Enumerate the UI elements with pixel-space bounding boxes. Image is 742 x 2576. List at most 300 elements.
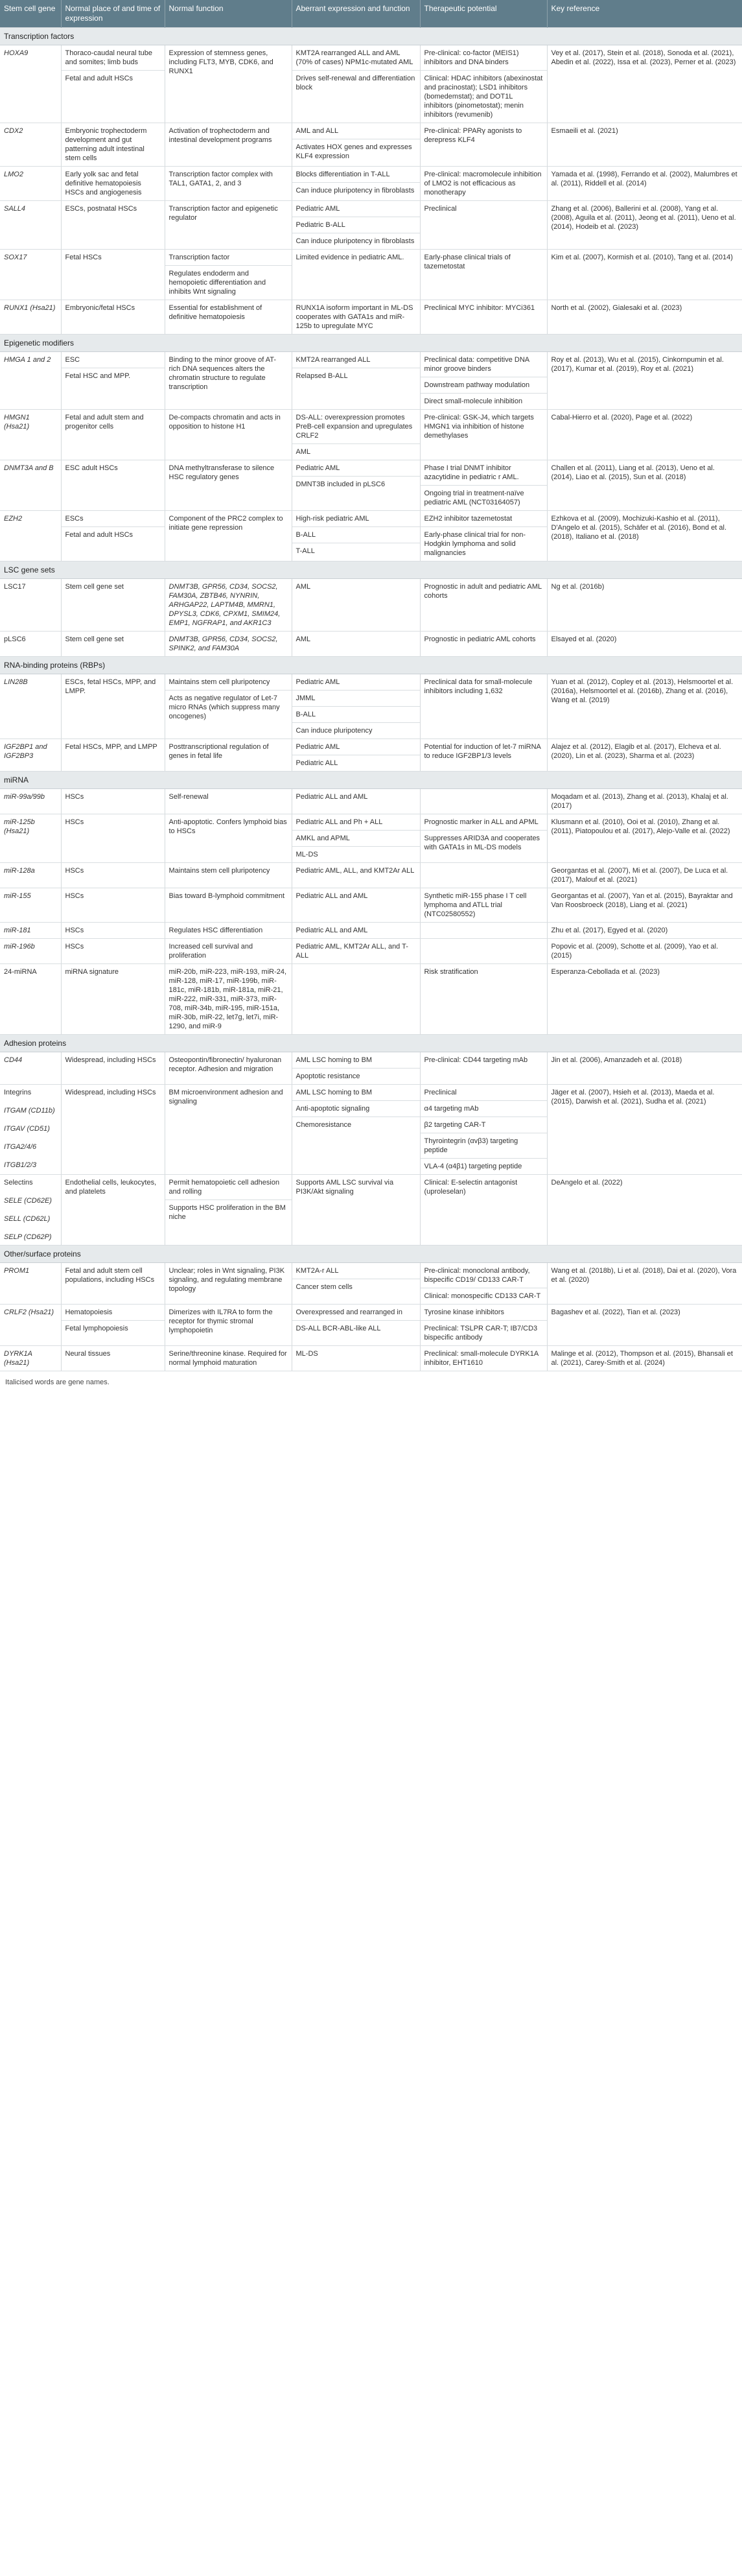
- gene-cell: [0, 1085, 61, 1175]
- aberrant-cell: [292, 1085, 420, 1175]
- therapeutic-cell: [420, 579, 547, 632]
- therapeutic-cell: [420, 674, 547, 739]
- reference-cell: Yamada et al. (1998), Ferrando et al. (2002), Malumbres et al. (2011), Riddell et al. (2014): [547, 167, 742, 201]
- place-entry: Embryonic/fetal HSCs: [65, 304, 135, 312]
- reference-cell: Esmaeili et al. (2021): [547, 123, 742, 167]
- aberrant-entry: Pediatric ALL and AML: [296, 892, 368, 900]
- function-cell: [165, 250, 292, 300]
- gene-name: HMGN1 (Hsa21): [4, 414, 30, 431]
- function-cell: [165, 964, 292, 1035]
- therapeutic-cell: [420, 410, 547, 460]
- therapeutic-entry: Clinical: E-selectin antagonist (uproleselan): [424, 1179, 518, 1196]
- gene-cell: [0, 1305, 61, 1346]
- therapeutic-cell: [420, 923, 547, 939]
- therapeutic-entry: Preclinical: [424, 1089, 457, 1096]
- aberrant-entry: KMT2A-r ALL: [296, 1267, 339, 1275]
- section-title: Transcription factors: [0, 28, 742, 45]
- reference-cell: Roy et al. (2013), Wu et al. (2015), Cinkornpumin et al. (2017), Kumar et al. (2019), Roy et al. (2021): [547, 352, 742, 410]
- table-body: [0, 28, 742, 1371]
- therapeutic-entry: β2 targeting CAR-T: [421, 1117, 547, 1129]
- reference-cell: Kim et al. (2007), Kormish et al. (2010), Tang et al. (2014): [547, 250, 742, 300]
- aberrant-entry: Pediatric ALL and AML: [296, 793, 368, 801]
- place-entry: ESCs, fetal HSCs, MPP, and LMPP.: [65, 678, 156, 695]
- therapeutic-cell: [420, 201, 547, 250]
- therapeutic-cell: [420, 352, 547, 410]
- gene-cell: [0, 352, 61, 410]
- place-entry: HSCs: [65, 927, 84, 934]
- therapeutic-entry: Downstream pathway modulation: [421, 377, 547, 390]
- gene-cell: [0, 1346, 61, 1371]
- therapeutic-entry: VLA-4 (α4β1) targeting peptide: [421, 1158, 547, 1171]
- table-row: [0, 632, 742, 657]
- table-row: [0, 863, 742, 888]
- function-cell: [165, 739, 292, 772]
- function-entry: Self-renewal: [168, 793, 209, 801]
- gene-name: PROM1: [4, 1267, 30, 1275]
- table-row: [0, 1085, 742, 1175]
- gene-subitem: SELE (CD62E): [4, 1197, 52, 1205]
- aberrant-entry: RUNX1A isoform important in ML-DS cooperates with GATA1s and miR-125b to upregulate MYC: [296, 304, 413, 330]
- therapeutic-entry: Preclinical data: competitive DNA minor groove binders: [424, 356, 529, 373]
- therapeutic-cell: [420, 1263, 547, 1305]
- table-row: [0, 460, 742, 511]
- gene-subitem: SELL (CD62L): [4, 1215, 51, 1223]
- aberrant-cell: [292, 674, 420, 739]
- aberrant-cell: [292, 739, 420, 772]
- aberrant-entry: Can induce pluripotency in fibroblasts: [292, 182, 420, 195]
- gene-name: Integrins: [4, 1089, 32, 1096]
- table-row: [0, 1263, 742, 1305]
- therapeutic-cell: [420, 632, 547, 657]
- function-entry: Activation of trophectoderm and intestinal development programs: [168, 127, 272, 144]
- place-cell: [61, 1346, 165, 1371]
- table-header: [0, 0, 742, 28]
- header-row: [0, 0, 742, 28]
- reference-cell: Elsayed et al. (2020): [547, 632, 742, 657]
- gene-name: miR-181: [4, 927, 31, 934]
- aberrant-entry: Pediatric AML, ALL, and KMT2Ar ALL: [296, 867, 415, 875]
- aberrant-cell: [292, 1305, 420, 1346]
- table-row: [0, 579, 742, 632]
- aberrant-entry: AML: [296, 635, 311, 643]
- therapeutic-entry: Preclinical: TSLPR CAR-T; IB7/CD3 bispecific antibody: [421, 1320, 547, 1342]
- function-entry: Maintains stem cell pluripotency: [168, 867, 270, 875]
- reference-cell: Yuan et al. (2012), Copley et al. (2013), Helsmoortel et al. (2016a), Helsmoortel et al. (2016b), Zhang et al. (2016), Wang et al. (2019): [547, 674, 742, 739]
- gene-cell: [0, 1175, 61, 1246]
- therapeutic-cell: [420, 123, 547, 167]
- gene-cell: [0, 1052, 61, 1085]
- reference-cell: Cabal-Hierro et al. (2020), Page et al. (2022): [547, 410, 742, 460]
- place-entry: Embryonic trophectoderm development and gut patterning adult intestinal stem cells: [65, 127, 147, 162]
- aberrant-entry: Pediatric ALL and AML: [296, 927, 368, 934]
- table-row: [0, 167, 742, 201]
- therapeutic-cell: [420, 789, 547, 814]
- table-row: [0, 250, 742, 300]
- therapeutic-entry: Prognostic marker in ALL and APML: [424, 818, 539, 826]
- function-entry: Binding to the minor groove of AT-rich DNA sequences alters the chromatin structure to regulate transcription: [168, 356, 276, 391]
- aberrant-cell: [292, 789, 420, 814]
- gene-name: pLSC6: [4, 635, 26, 643]
- gene-name: SALL4: [4, 205, 26, 213]
- therapeutic-cell: [420, 511, 547, 561]
- table-row: [0, 1175, 742, 1246]
- gene-cell: [0, 863, 61, 888]
- place-cell: [61, 460, 165, 511]
- aberrant-entry: Pediatric AML: [296, 205, 340, 213]
- function-cell: [165, 1085, 292, 1175]
- function-cell: [165, 674, 292, 739]
- reference-cell: Georgantas et al. (2007), Yan et al. (2015), Bayraktar and Van Roosbroeck (2018), Liang et al. (2021): [547, 888, 742, 923]
- place-entry: Endothelial cells, leukocytes, and platelets: [65, 1179, 157, 1196]
- place-entry: Fetal lymphopoiesis: [62, 1320, 165, 1333]
- function-entry: Regulates endoderm and hemopoietic differentiation and inhibits Wnt signaling: [165, 265, 292, 296]
- aberrant-entry: Can induce pluripotency in fibroblasts: [292, 233, 420, 246]
- place-entry: ESC: [65, 356, 80, 364]
- place-entry: Widespread, including HSCs: [65, 1056, 156, 1064]
- aberrant-entry: KMT2A rearranged ALL and AML (70% of cases) NPM1c-mutated AML: [296, 49, 413, 66]
- function-entry: Transcription factor: [168, 254, 230, 261]
- aberrant-entry: Pediatric ALL and Ph + ALL: [296, 818, 383, 826]
- therapeutic-entry: Prognostic in pediatric AML cohorts: [424, 635, 536, 643]
- function-entry: De-compacts chromatin and acts in opposition to histone H1: [168, 414, 281, 431]
- therapeutic-cell: [420, 1305, 547, 1346]
- gene-name: Selectins: [4, 1179, 33, 1187]
- gene-cell: [0, 250, 61, 300]
- gene-subitem: ITGAV (CD51): [4, 1125, 50, 1133]
- table-row: [0, 410, 742, 460]
- function-cell: [165, 201, 292, 250]
- gene-name: 24-miRNA: [4, 968, 37, 976]
- function-entry: Osteopontin/fibronectin/ hyaluronan receptor. Adhesion and migration: [168, 1056, 282, 1073]
- aberrant-cell: [292, 300, 420, 335]
- place-cell: [61, 863, 165, 888]
- therapeutic-entry: Tyrosine kinase inhibitors: [424, 1308, 505, 1316]
- table-row: [0, 814, 742, 863]
- place-cell: [61, 511, 165, 561]
- therapeutic-cell: [420, 939, 547, 964]
- therapeutic-cell: [420, 45, 547, 123]
- therapeutic-entry: Preclinical MYC inhibitor: MYCi361: [424, 304, 535, 312]
- aberrant-entry: JMML: [292, 690, 420, 703]
- place-cell: [61, 1263, 165, 1305]
- aberrant-entry: DS-ALL BCR-ABL-like ALL: [292, 1320, 420, 1333]
- therapeutic-entry: α4 targeting mAb: [421, 1100, 547, 1113]
- header-stem-cell-gene: Stem cell gene: [0, 0, 61, 28]
- gene-cell: [0, 410, 61, 460]
- aberrant-entry: ML-DS: [296, 1350, 318, 1358]
- gene-name: LMO2: [4, 171, 23, 178]
- place-cell: [61, 1052, 165, 1085]
- therapeutic-entry: EZH2 inhibitor tazemetostat: [424, 515, 513, 523]
- reference-cell: Zhang et al. (2006), Ballerini et al. (2008), Yang et al. (2008), Aguila et al. (2011), Jeong et al. (2011), Ueno et al. (2014), Hodeib et al. (2023): [547, 201, 742, 250]
- reference-cell: Vey et al. (2017), Stein et al. (2018), Sonoda et al. (2021), Abedin et al. (2022), Issa et al. (2023), Perner et al. (2023): [547, 45, 742, 123]
- place-cell: [61, 674, 165, 739]
- aberrant-cell: [292, 964, 420, 1035]
- reference-cell: Malinge et al. (2012), Thompson et al. (2015), Bhansali et al. (2021), Carey-Smith et al. (2024): [547, 1346, 742, 1371]
- aberrant-cell: [292, 123, 420, 167]
- reference-cell: Challen et al. (2011), Liang et al. (2013), Ueno et al. (2014), Liao et al. (2015), Sun et al. (2018): [547, 460, 742, 511]
- aberrant-entry: AML LSC homing to BM: [296, 1056, 373, 1064]
- therapeutic-cell: [420, 888, 547, 923]
- aberrant-entry: T-ALL: [292, 543, 420, 556]
- aberrant-cell: [292, 632, 420, 657]
- place-entry: ESCs, postnatal HSCs: [65, 205, 137, 213]
- aberrant-entry: DMNT3B included in pLSC6: [292, 476, 420, 489]
- gene-name: HOXA9: [4, 49, 29, 57]
- reference-cell: Ng et al. (2016b): [547, 579, 742, 632]
- aberrant-cell: [292, 1175, 420, 1246]
- aberrant-entry: Activates HOX genes and expresses KLF4 expression: [292, 139, 420, 161]
- function-entry: Posttranscriptional regulation of genes in fetal life: [168, 743, 269, 760]
- aberrant-entry: Pediatric ALL: [292, 755, 420, 768]
- reference-cell: North et al. (2002), Gialesaki et al. (2023): [547, 300, 742, 335]
- function-cell: [165, 1263, 292, 1305]
- aberrant-cell: [292, 579, 420, 632]
- function-cell: [165, 352, 292, 410]
- table-row: [0, 888, 742, 923]
- gene-subitem: ITGAM (CD11b): [4, 1107, 55, 1115]
- therapeutic-entry: Ongoing trial in treatment-naïve pediatric AML (NCT03164057): [421, 485, 547, 507]
- function-cell: [165, 814, 292, 863]
- reference-cell: Georgantas et al. (2007), Mi et al. (2007), De Luca et al. (2017), Malouf et al. (2021): [547, 863, 742, 888]
- place-entry: HSCs: [65, 867, 84, 875]
- gene-name: DNMT3A and B: [4, 464, 54, 472]
- aberrant-entry: Relapsed B-ALL: [292, 368, 420, 381]
- table-row: [0, 352, 742, 410]
- reference-cell: Klusmann et al. (2010), Ooi et al. (2010), Zhang et al. (2011), Piatopoulou et al. (2017), Alejo-Valle et al. (2022): [547, 814, 742, 863]
- aberrant-cell: [292, 45, 420, 123]
- aberrant-entry: ML-DS: [292, 846, 420, 859]
- place-cell: [61, 250, 165, 300]
- place-cell: [61, 167, 165, 201]
- place-entry: Fetal and adult stem and progenitor cells: [65, 414, 144, 431]
- table-row: [0, 674, 742, 739]
- gene-name: miR-196b: [4, 943, 35, 951]
- therapeutic-entry: Pre-clinical: GSK-J4, which targets HMGN1 via inhibition of histone demethylases: [424, 414, 534, 440]
- aberrant-cell: [292, 863, 420, 888]
- place-entry: miRNA signature: [65, 968, 119, 976]
- gene-cell: [0, 201, 61, 250]
- reference-cell: Popovic et al. (2009), Schotte et al. (2009), Yao et al. (2015): [547, 939, 742, 964]
- gene-cell: [0, 579, 61, 632]
- function-entry: Permit hematopoietic cell adhesion and rolling: [168, 1179, 280, 1196]
- section-title: RNA-binding proteins (RBPs): [0, 657, 742, 674]
- aberrant-entry: Blocks differentiation in T-ALL: [296, 171, 390, 178]
- gene-name: CDX2: [4, 127, 23, 135]
- function-cell: [165, 632, 292, 657]
- reference-cell: Zhu et al. (2017), Egyed et al. (2020): [547, 923, 742, 939]
- gene-cell: [0, 460, 61, 511]
- aberrant-cell: [292, 1052, 420, 1085]
- place-cell: [61, 45, 165, 123]
- gene-name: CRLF2 (Hsa21): [4, 1308, 54, 1316]
- place-cell: [61, 352, 165, 410]
- reference-cell: Bagashev et al. (2022), Tian et al. (2023): [547, 1305, 742, 1346]
- function-cell: [165, 923, 292, 939]
- aberrant-entry: AML: [292, 443, 420, 456]
- aberrant-cell: [292, 888, 420, 923]
- aberrant-entry: Limited evidence in pediatric AML.: [296, 254, 404, 261]
- place-entry: Fetal and adult HSCs: [62, 526, 165, 539]
- section-title: Adhesion proteins: [0, 1035, 742, 1052]
- function-entry: Unclear; roles in Wnt signaling, PI3K signaling, and regulating membrane topology: [168, 1267, 285, 1293]
- table-row: [0, 1052, 742, 1085]
- therapeutic-cell: [420, 1085, 547, 1175]
- function-cell: [165, 789, 292, 814]
- aberrant-entry: Pediatric AML: [296, 743, 340, 751]
- table-row: [0, 739, 742, 772]
- aberrant-entry: Cancer stem cells: [292, 1279, 420, 1292]
- therapeutic-entry: Suppresses ARID3A and cooperates with GATA1s in ML-DS models: [421, 830, 547, 852]
- table-row: [0, 1305, 742, 1346]
- place-cell: [61, 814, 165, 863]
- place-entry: Fetal HSC and MPP.: [62, 368, 165, 381]
- gene-cell: [0, 167, 61, 201]
- function-cell: [165, 1305, 292, 1346]
- reference-cell: Moqadam et al. (2013), Zhang et al. (2013), Khalaj et al. (2017): [547, 789, 742, 814]
- function-cell: [165, 511, 292, 561]
- gene-name: EZH2: [4, 515, 23, 523]
- place-entry: HSCs: [65, 943, 84, 951]
- place-cell: [61, 123, 165, 167]
- aberrant-entry: Supports AML LSC survival via PI3K/Akt signaling: [296, 1179, 394, 1196]
- place-entry: Hematopoiesis: [65, 1308, 113, 1316]
- therapeutic-entry: Risk stratification: [424, 968, 478, 976]
- table-row: [0, 939, 742, 964]
- aberrant-entry: Pediatric AML, KMT2Ar ALL, and T-ALL: [296, 943, 408, 960]
- gene-cell: [0, 123, 61, 167]
- therapeutic-cell: [420, 167, 547, 201]
- therapeutic-entry: Preclinical: [424, 205, 457, 213]
- gene-cell: [0, 511, 61, 561]
- function-entry: Transcription factor complex with TAL1, GATA1, 2, and 3: [168, 171, 273, 187]
- place-entry: Fetal HSCs, MPP, and LMPP: [65, 743, 157, 751]
- place-cell: [61, 410, 165, 460]
- gene-name: CD44: [4, 1056, 23, 1064]
- gene-name: LIN28B: [4, 678, 28, 686]
- place-cell: [61, 739, 165, 772]
- header-key-reference: Key reference: [547, 0, 742, 28]
- therapeutic-entry: Early-phase clinical trials of tazemetostat: [424, 254, 511, 270]
- aberrant-entry: High-risk pediatric AML: [296, 515, 369, 523]
- place-cell: [61, 939, 165, 964]
- gene-cell: [0, 939, 61, 964]
- aberrant-cell: [292, 250, 420, 300]
- place-cell: [61, 964, 165, 1035]
- function-cell: [165, 45, 292, 123]
- function-entry: Anti-apoptotic. Confers lymphoid bias to HSCs: [168, 818, 287, 835]
- gene-name: DYRK1A (Hsa21): [4, 1350, 32, 1367]
- function-entry: Maintains stem cell pluripotency: [168, 678, 270, 686]
- function-cell: [165, 460, 292, 511]
- gene-subitem: ITGB1/2/3: [4, 1161, 37, 1169]
- place-entry: Stem cell gene set: [65, 635, 124, 643]
- aberrant-cell: [292, 352, 420, 410]
- therapeutic-entry: Pre-clinical: co-factor (MEIS1) inhibitors and DNA binders: [424, 49, 519, 66]
- aberrant-entry: DS-ALL: overexpression promotes PreB-cell expansion and upregulates CRLF2: [296, 414, 413, 440]
- place-cell: [61, 1175, 165, 1246]
- therapeutic-entry: Pre-clinical: CD44 targeting mAb: [424, 1056, 528, 1064]
- aberrant-cell: [292, 939, 420, 964]
- function-entry: Transcription factor and epigenetic regulator: [168, 205, 278, 222]
- place-entry: Fetal HSCs: [65, 254, 102, 261]
- function-cell: [165, 167, 292, 201]
- gene-cell: [0, 45, 61, 123]
- function-cell: [165, 579, 292, 632]
- place-cell: [61, 632, 165, 657]
- gene-cell: [0, 674, 61, 739]
- place-entry: Widespread, including HSCs: [65, 1089, 156, 1096]
- place-entry: Early yolk sac and fetal definitive hematopoiesis HSCs and angiogenesis: [65, 171, 142, 196]
- therapeutic-entry: Synthetic miR-155 phase I T cell lymphoma and ATLL trial (NTC02580552): [424, 892, 527, 918]
- place-entry: ESCs: [65, 515, 84, 523]
- therapeutic-cell: [420, 814, 547, 863]
- function-entry: DNMT3B, GPR56, CD34, SOCS2, FAM30A, ZBTB46, NYNRIN, ARHGAP22, LAPTM4B, MMRN1, DPYSL3, CDK6, CPXM1, SMIM24, EMP1, NGFRAP1, and AKR1C3: [168, 583, 281, 627]
- place-cell: [61, 1305, 165, 1346]
- aberrant-cell: [292, 1346, 420, 1371]
- aberrant-entry: Pediatric AML: [296, 464, 340, 472]
- gene-name: miR-125b (Hsa21): [4, 818, 35, 835]
- aberrant-cell: [292, 923, 420, 939]
- therapeutic-entry: Pre-clinical: PPARγ agonists to derepress KLF4: [424, 127, 522, 144]
- function-entry: Expression of stemness genes, including FLT3, MYB, CDK6, and RUNX1: [168, 49, 273, 75]
- header-normal-function: Normal function: [165, 0, 292, 28]
- place-entry: HSCs: [65, 793, 84, 801]
- therapeutic-entry: Preclinical: small-molecule DYRK1A inhibitor, EHT1610: [424, 1350, 539, 1367]
- therapeutic-cell: [420, 1052, 547, 1085]
- aberrant-entry: Pediatric B-ALL: [292, 217, 420, 230]
- table-row: [0, 300, 742, 335]
- function-cell: [165, 410, 292, 460]
- gene-cell: [0, 814, 61, 863]
- gene-cell: [0, 1263, 61, 1305]
- gene-cell: [0, 888, 61, 923]
- therapeutic-cell: [420, 300, 547, 335]
- section-row: [0, 561, 742, 579]
- gene-name: miR-128a: [4, 867, 35, 875]
- place-entry: Fetal and adult stem cell populations, including HSCs: [65, 1267, 155, 1284]
- table-footnote: Italicised words are gene names.: [5, 1378, 110, 1386]
- reference-cell: Jäger et al. (2007), Hsieh et al. (2013), Maeda et al. (2015), Darwish et al. (2021), Sudha et al. (2021): [547, 1085, 742, 1175]
- function-entry: Bias toward B-lymphoid commitment: [168, 892, 285, 900]
- reference-cell: Esperanza-Cebollada et al. (2023): [547, 964, 742, 1035]
- header-therapeutic-potential: Therapeutic potential: [420, 0, 547, 28]
- therapeutic-entry: Clinical: HDAC inhibitors (abexinostat and pracinostat); LSD1 inhibitors (bomedemstat); and DOT1L inhibitors (pinometostat); menin inhibitors (revumenib): [421, 70, 547, 119]
- aberrant-entry: B-ALL: [292, 706, 420, 719]
- reference-cell: Ezhkova et al. (2009), Mochizuki-Kashio et al. (2011), D'Angelo et al. (2015), Schäfer et al. (2016), Bond et al. (2018), Italiano et al. (2018): [547, 511, 742, 561]
- table-row: [0, 964, 742, 1035]
- header-aberrant-expression: Aberrant expression and function: [292, 0, 420, 28]
- therapeutic-cell: [420, 460, 547, 511]
- therapeutic-entry: Thyrointegrin (αvβ3) targeting peptide: [421, 1133, 547, 1155]
- gene-cell: [0, 739, 61, 772]
- section-title: miRNA: [0, 772, 742, 789]
- place-cell: [61, 888, 165, 923]
- place-cell: [61, 579, 165, 632]
- place-entry: HSCs: [65, 892, 84, 900]
- therapeutic-cell: [420, 1346, 547, 1371]
- function-entry: Supports HSC proliferation in the BM niche: [165, 1199, 292, 1222]
- gene-subitem: ITGA2/4/6: [4, 1143, 37, 1151]
- section-row: [0, 772, 742, 789]
- aberrant-cell: [292, 1263, 420, 1305]
- therapeutic-entry: Pre-clinical: monoclonal antibody, bispecific CD19/ CD133 CAR-T: [424, 1267, 530, 1284]
- aberrant-entry: AML: [296, 583, 311, 591]
- aberrant-entry: KMT2A rearranged ALL: [296, 356, 371, 364]
- section-title: Epigenetic modifiers: [0, 335, 742, 352]
- aberrant-cell: [292, 201, 420, 250]
- function-cell: [165, 123, 292, 167]
